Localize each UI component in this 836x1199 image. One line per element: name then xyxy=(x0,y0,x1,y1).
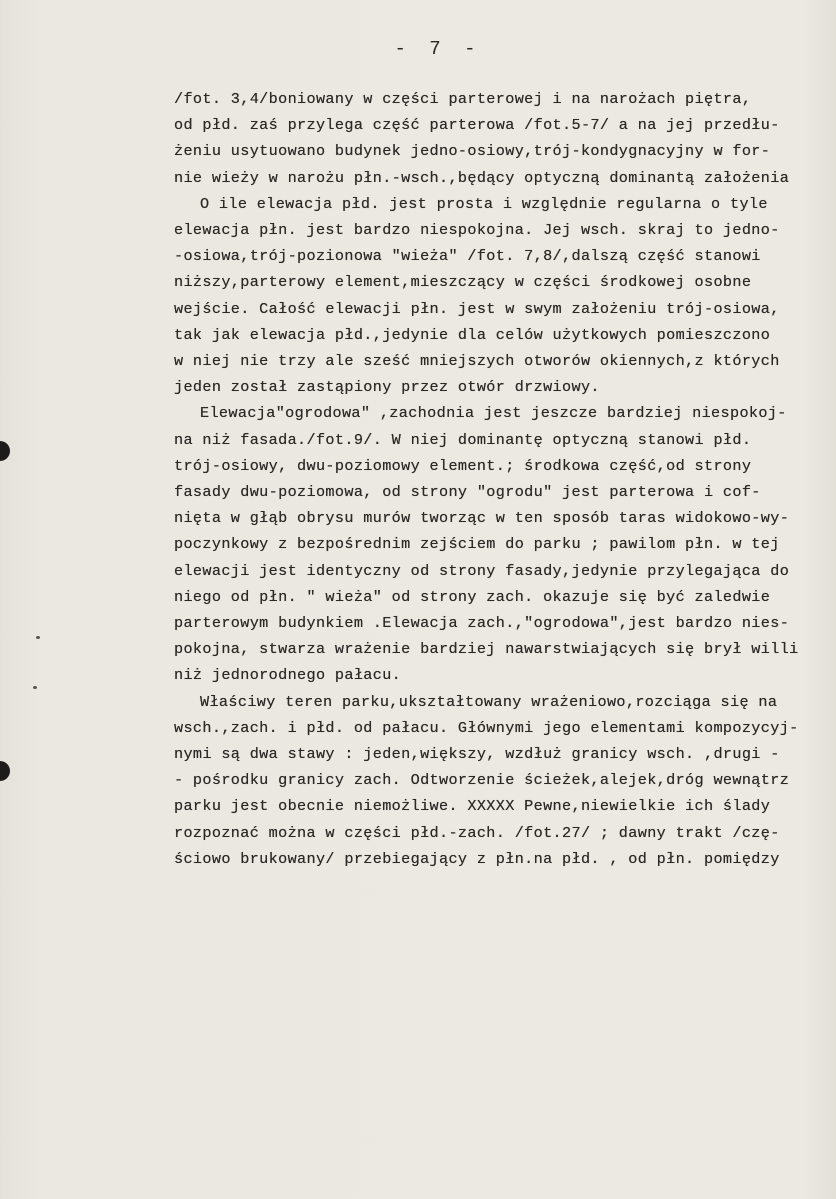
paper-speck xyxy=(33,686,37,689)
text-line: żeniu usytuowano budynek jedno-osiowy,trój-kondygnacyjny w for- xyxy=(174,142,771,161)
text-line: pokojna, stwarza wrażenie bardziej nawarstwiających się brył willi xyxy=(174,640,799,659)
text-line: Elewacja"ogrodowa" ,zachodnia jest jeszcze bardziej niespokoj- xyxy=(200,404,787,423)
text-line: elewacji jest identyczny od strony fasady,jedynie przylegająca do xyxy=(174,561,790,580)
punch-hole xyxy=(0,441,10,461)
text-line: parterowym budynkiem .Elewacja zach.,"ogrodowa",jest bardzo nies- xyxy=(174,614,790,632)
text-line: niższy,parterowy element,mieszczący w części środkowej osobne xyxy=(174,273,752,292)
paper-speck xyxy=(36,636,40,639)
text-line: na niż fasada./fot.9/. W niej dominantę optyczną stanowi płd. xyxy=(174,430,752,449)
text-line: od płd. zaś przylega część parterowa /fot.5-7/ a na jej przedłu- xyxy=(174,116,780,135)
text-line: parku jest obecnie niemożliwe. XXXXX Pewne,niewielkie ich ślady xyxy=(174,797,771,816)
text-line: O ile elewacja płd. jest prosta i względnie regularna o tyle xyxy=(200,194,768,213)
text-line: Właściwy teren parku,ukształtowany wrażeniowo,rozciąga się na xyxy=(200,692,778,711)
text-line: /fot. 3,4/boniowany w części parterowej i na narożach piętra, xyxy=(174,90,752,108)
text-line: - pośrodku granicy zach. Odtworzenie ścieżek,alejek,dróg wewnątrz xyxy=(174,771,790,790)
text-line: niż jednorodnego pałacu. xyxy=(174,666,402,685)
text-line: w niej nie trzy ale sześć mniejszych otworów okiennych,z których xyxy=(174,352,780,370)
text-line: tak jak elewacja płd.,jedynie dla celów użytkowych pomieszczono xyxy=(174,325,771,344)
punch-hole xyxy=(0,761,10,781)
text-line: poczynkowy z bezpośrednim zejściem do parku ; pawilom płn. w tej xyxy=(174,535,780,554)
text-line: nymi są dwa stawy : jeden,większy, wzdłuż granicy wsch. ,drugi - xyxy=(174,745,780,763)
text-line: -osiowa,trój-pozionowa "wieża" /fot. 7,8/,dalszą część stanowi xyxy=(174,247,761,266)
text-line: elewacja płn. jest bardzo niespokojna. Jej wsch. skraj to jedno- xyxy=(174,221,780,239)
text-line: jeden został zastąpiony przez otwór drzwiowy. xyxy=(174,378,600,397)
text-line: rozpoznać można w części płd.-zach. /fot.27/ ; dawny trakt /czę- xyxy=(174,823,780,842)
text-line: wsch.,zach. i płd. od pałacu. Głównymi jego elementami kompozycyj- xyxy=(174,718,799,737)
page-number: - 7 - xyxy=(394,38,482,60)
text-line: nie wieży w narożu płn.-wsch.,będący optyczną dominantą założenia xyxy=(174,168,790,187)
text-line: fasady dwu-poziomowa, od strony "ogrodu" jest parterowa i cof- xyxy=(174,483,761,501)
text-line: nięta w głąb obrysu murów tworząc w ten sposób taras widokowo-wy- xyxy=(174,509,790,528)
text-line: ściowo brukowany/ przebiegający z płn.na płd. , od płn. pomiędzy xyxy=(174,849,780,868)
text-line: wejście. Całość elewacji płn. jest w swym założeniu trój-osiowa, xyxy=(174,299,780,318)
text-line: trój-osiowy, dwu-poziomowy element.; środkowa część,od strony xyxy=(174,456,752,475)
text-line: niego od płn. " wieża" od strony zach. okazuje się być zaledwie xyxy=(174,587,771,606)
